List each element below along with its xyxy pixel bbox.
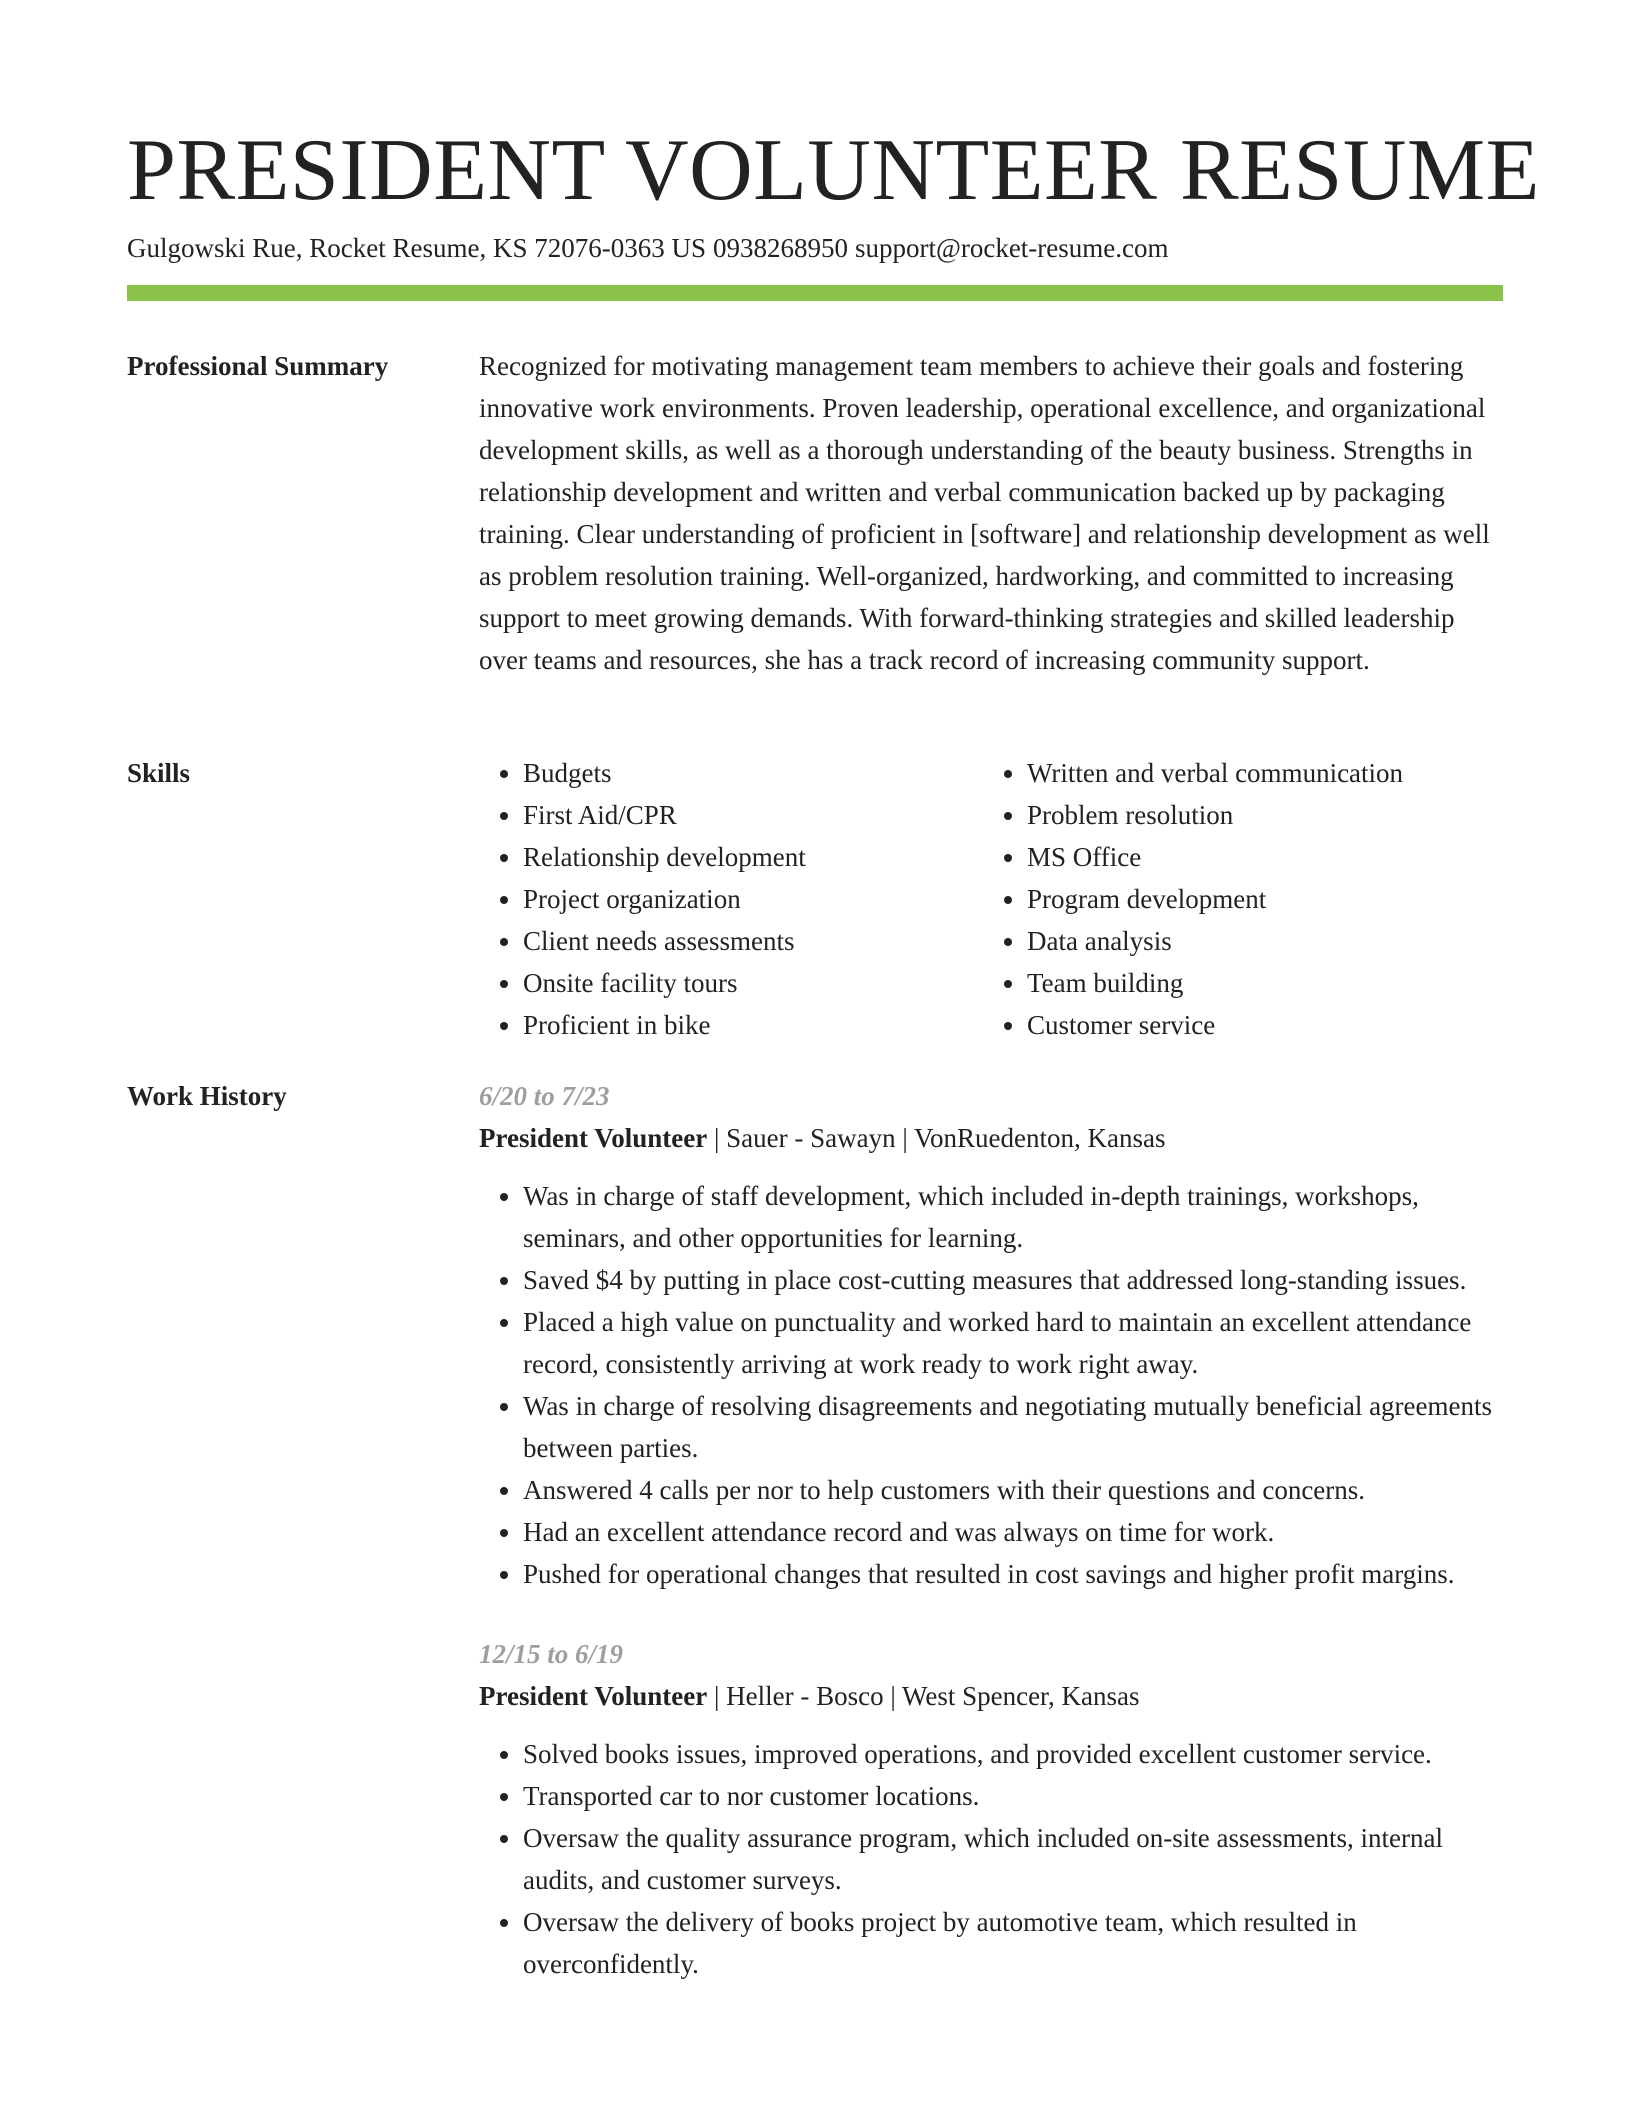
skill-item: • Program development: [1027, 878, 1487, 920]
skills-column-left: [479, 752, 983, 1046]
job-bullet: • Was in charge of resolving disagreements and negotiating mutually beneficial agreements between parties.: [523, 1385, 1503, 1469]
summary-heading: Professional Summary: [127, 351, 389, 381]
skill-item: • Data analysis: [1027, 920, 1487, 962]
skills-heading: Skills: [127, 758, 191, 788]
contact-phone: 0938268950: [712, 233, 848, 263]
job-bullet: • Pushed for operational changes that resulted in cost savings and higher profit margins.: [523, 1553, 1503, 1595]
work-history-body: [479, 1075, 1503, 1985]
work-history-heading: Work History: [127, 1081, 287, 1111]
skills-column-right: [983, 752, 1487, 1046]
job-bullet: • Transported car to nor customer locations.: [523, 1775, 1503, 1817]
job-entry: [479, 1075, 1503, 1595]
job-role: President Volunteer: [479, 1681, 708, 1711]
job-bullet: • Answered 4 calls per nor to help customers with their questions and concerns.: [523, 1469, 1503, 1511]
job-dates: 12/15 to 6/19: [479, 1639, 624, 1669]
job-bullet: • Oversaw the delivery of books project by automotive team, which resulted in overconfidently.: [523, 1901, 1503, 1985]
skill-item: • Proficient in bike: [523, 1004, 983, 1046]
skill-item: • Budgets: [523, 752, 983, 794]
summary-body: [479, 345, 1503, 681]
contact-line: [127, 230, 1169, 266]
job-details: | Heller - Bosco | West Spencer, Kansas: [707, 1681, 1140, 1711]
skill-item: • Team building: [1027, 962, 1487, 1004]
resume-title: PRESIDENT VOLUNTEER RESUME: [127, 122, 1540, 219]
job-bullet: • Had an excellent attendance record and was always on time for work.: [523, 1511, 1503, 1553]
contact-address: Gulgowski Rue, Rocket Resume, KS 72076-0363 US: [127, 233, 706, 263]
job-role: President Volunteer: [479, 1123, 708, 1153]
contact-email: support@rocket-resume.com: [854, 233, 1169, 263]
skill-item: • MS Office: [1027, 836, 1487, 878]
skills-body: [479, 752, 1503, 1046]
skill-item: • Relationship development: [523, 836, 983, 878]
header-divider: [127, 285, 1503, 301]
skill-item: • Problem resolution: [1027, 794, 1487, 836]
job-title-line: [479, 1117, 1503, 1159]
job-title-line: [479, 1675, 1503, 1717]
skill-item: • Customer service: [1027, 1004, 1487, 1046]
job-bullets: [479, 1175, 1503, 1595]
job-bullets: [479, 1733, 1503, 1985]
job-bullet: • Solved books issues, improved operations, and provided excellent customer service.: [523, 1733, 1503, 1775]
job-bullet: • Saved $4 by putting in place cost-cutting measures that addressed long-standing issues.: [523, 1259, 1503, 1301]
skill-item: • First Aid/CPR: [523, 794, 983, 836]
job-bullet: • Oversaw the quality assurance program, which included on-site assessments, internal audits, and customer surveys.: [523, 1817, 1503, 1901]
skill-item: • Onsite facility tours: [523, 962, 983, 1004]
job-dates: 6/20 to 7/23: [479, 1081, 610, 1111]
job-bullet: • Was in charge of staff development, which included in-depth trainings, workshops, seminars, and other opportunities for learning.: [523, 1175, 1503, 1259]
job-bullet: • Placed a high value on punctuality and worked hard to maintain an excellent attendance record, consistently arriving at work ready to work right away.: [523, 1301, 1503, 1385]
skill-item: • Project organization: [523, 878, 983, 920]
skill-item: • Written and verbal communication: [1027, 752, 1487, 794]
summary-text: Recognized for motivating management team members to achieve their goals and fostering innovative work environments. Proven leadership, operational excellence, and organizational development skills, as well as a thorough understanding of the beauty business. Strengths in relationship development and written and verbal communication backed up by packaging training. Clear understanding of proficient in [software] and relationship development as well as problem resolution training. Well-organized, hardworking, and committed to increasing support to meet growing demands. With forward-thinking strategies and skilled leadership over teams and resources, she has a track record of increasing community support.: [479, 351, 1490, 675]
job-details: | Sauer - Sawayn | VonRuedenton, Kansas: [707, 1123, 1166, 1153]
job-entry: [479, 1633, 1503, 1985]
skill-item: • Client needs assessments: [523, 920, 983, 962]
